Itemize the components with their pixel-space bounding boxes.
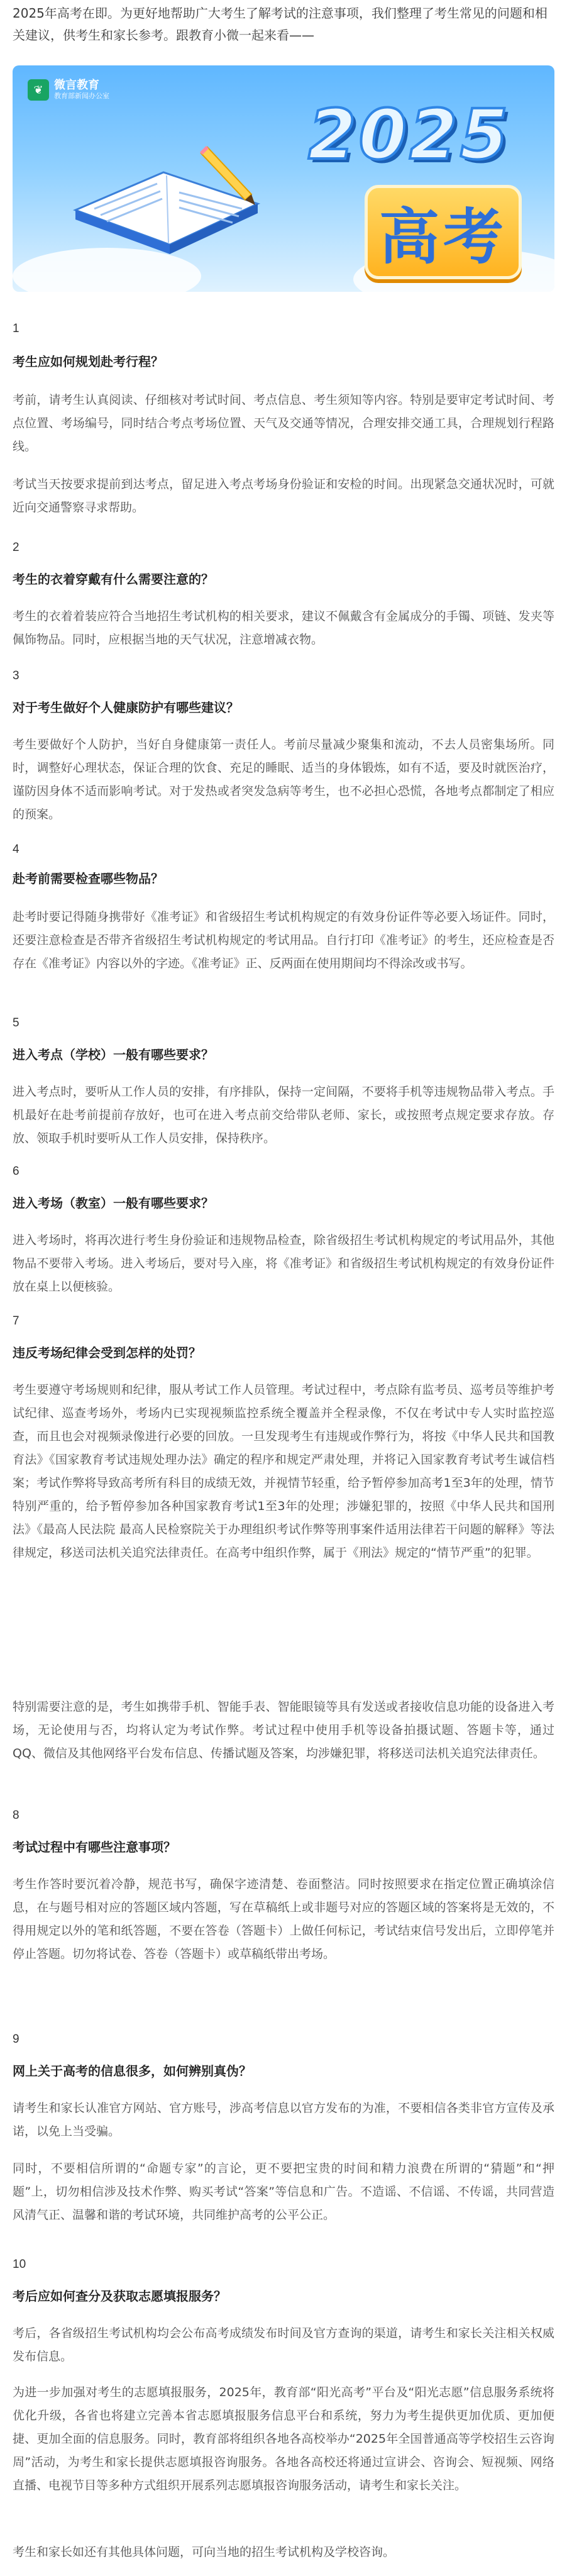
section-number: 10 [13, 2258, 26, 2271]
header-banner [13, 65, 554, 292]
section-question: 进入考点（学校）一般有哪些要求？ [13, 1047, 214, 1062]
section-number: 8 [13, 1809, 19, 1822]
leaf-icon: ❦ [28, 79, 49, 101]
banner-year: 2025 [308, 94, 511, 175]
section-question: 赴考前需要检查哪些物品？ [13, 871, 163, 886]
section-question: 进入考场（教室）一般有哪些要求？ [13, 1196, 214, 1211]
book-illustration-icon [63, 135, 270, 254]
section-question: 考试过程中有哪些注意事项？ [13, 1840, 176, 1855]
section-question: 考后应如何查分及获取志愿填报服务？ [13, 2289, 226, 2304]
section-paragraph: 赴考时要记得随身携带好《准考证》和省级招生考试机构规定的有效身份证件等必要入场证件。同时，还要注意检查是否带齐省级招生考试机构规定的考试用品。自行打印《准考证》的考生，还应检查是否存在《准考证》内容以外的字迹。《准考证》正、反两面在使用期间均不得涂改或书写。 [13, 910, 554, 970]
section-question: 网上关于高考的信息很多，如何辨别真伪？ [13, 2063, 251, 2079]
section-paragraph: 考生和家长如还有其他具体问题，可向当地的招生考试机构及学校咨询。 [13, 2545, 395, 2559]
section-question: 对于考生做好个人健康防护有哪些建议？ [13, 700, 239, 715]
section-question: 违反考场纪律会受到怎样的处罚？ [13, 1345, 201, 1360]
section-number: 4 [13, 843, 19, 856]
section-paragraph: 同时，不要相信所谓的“命题专家”的言论，更不要把宝贵的时间和精力浪费在所谓的“猜题”和“押题”上，切勿相信涉及技术作弊、购买考试“答案”等信息和广告。不造谣、不信谣、不传谣，共同营造风清气正、温馨和谐的考试环境，共同维护高考的公平公正。 [13, 2162, 554, 2222]
section-paragraph: 请考生和家长认准官方网站、官方账号，涉高考信息以官方发布的为准，不要相信各类非官方宣传及承诺，以免上当受骗。 [13, 2101, 554, 2138]
intro-paragraph: 2025年高考在即。为更好地帮助广大考生了解考试的注意事项，我们整理了考生常见的问题和相关建议，供考生和家长参考。跟教育小微一起来看—— [13, 6, 548, 43]
brand-name: 微言教育 [54, 79, 99, 92]
section-number: 9 [13, 2033, 19, 2046]
section-number: 5 [13, 1016, 19, 1030]
section-question: 考生应如何规划赴考行程？ [13, 354, 163, 369]
brand-subtitle: 教育部新闻办公室 [54, 92, 109, 100]
section-number: 7 [13, 1314, 19, 1328]
section-paragraph: 考生作答时要沉着冷静，规范书写，确保字迹清楚、卷面整洁。同时按照要求在指定位置正确填涂信息，在与题号相对应的答题区域内答题，写在草稿纸上或非题号对应的答题区域的答案将是无效的，不得用规定以外的笔和纸答题，不要在答卷（答题卡）上做任何标记，考试结束信号发出后，立即停笔并停止答题。切勿将试卷、答卷（答题卡）或草稿纸带出考场。 [13, 1877, 554, 1961]
section-paragraph: 进入考点时，要听从工作人员的安排，有序排队，保持一定间隔，不要将手机等违规物品带入考点。手机最好在赴考前提前存放好，也可在进入考点前交给带队老师、家长，或按照考点规定要求存放。存放、领取手机时要听从工作人员安排，保持秩序。 [13, 1085, 554, 1145]
section-number: 1 [13, 322, 19, 335]
section-paragraph: 考生要做好个人防护，当好自身健康第一责任人。考前尽量减少聚集和流动，不去人员密集场所。同时，调整好心理状态，保证合理的饮食、充足的睡眠、适当的身体锻炼，如有不适，要及时就医治疗，谨防因身体不适而影响考试。对于发热或者突发急病等考生，也不必担心恐慌，各地考点都制定了相应的预案。 [13, 738, 554, 821]
banner-title: 高考 [379, 201, 507, 272]
section-paragraph: 考生的衣着着装应符合当地招生考试机构的相关要求，建议不佩戴含有金属成分的手镯、项链、发夹等佩饰物品。同时，应根据当地的天气状况，注意增减衣物。 [13, 609, 554, 647]
section-paragraph: 特别需要注意的是，考生如携带手机、智能手表、智能眼镜等具有发送或者接收信息功能的设备进入考场，无论使用与否，均将认定为考试作弊。考试过程中使用手机等设备拍摄试题、答题卡等，通过QQ、微信及其他网络平台发布信息、传播试题及答案，均涉嫌犯罪，将移送司法机关追究法律责任。 [13, 1700, 554, 1760]
section-paragraph: 考生要遵守考场规则和纪律，服从考试工作人员管理。考试过程中，考点除有监考员、巡考员等维护考试纪律、巡查考场外，考场内已实现视频监控系统全覆盖并全程录像，不仅在考试中专人实时监控巡查，而且也会对视频录像进行必要的回放。一旦发现考生有违规或作弊行为，将按《中华人民共和国教育法》《国家教育考试违规处理办法》确定的程序和规定严肃处理，并将记入国家教育考试考生诚信档案；考试作弊将导致高考所有科目的成绩无效，并视情节轻重，给予暂停参加高考1至3年的处理，情节特别严重的，给予暂停参加各种国家教育考试1至3年的处理；涉嫌犯罪的，按照《中华人民共和国刑法》《最高人民法院 最高人民检察院关于办理组织考试作弊等刑事案件适用法律若干问题的解释》等法律规定，移送司法机关追究法律责任。在高考中组织作弊，属于《刑法》规定的“情节严重”的犯罪。 [13, 1383, 554, 1560]
section-paragraph: 进入考场时，将再次进行考生身份验证和违规物品检查，除省级招生考试机构规定的考试用品外，其他物品不要带入考场。进入考场后，要对号入座，将《准考证》和省级招生考试机构规定的有效身份证件放在桌上以便核验。 [13, 1233, 554, 1294]
section-question: 考生的衣着穿戴有什么需要注意的？ [13, 572, 214, 587]
section-paragraph: 考前，请考生认真阅读、仔细核对考试时间、考点信息、考生须知等内容。特别是要审定考试时间、考点位置、考场编号，同时结合考点考场位置、天气及交通等情况，合理安排交通工具，合理规划行程路线。 [13, 393, 554, 453]
section-paragraph: 为进一步加强对考生的志愿填报服务，2025年，教育部“阳光高考”平台及“阳光志愿”信息服务系统将优化升级，各省也将建立完善本省志愿填报服务信息平台和系统，努力为考生提供更加优质、更加便捷、更加全面的信息服务。同时，教育部将组织各地各高校举办“2025年全国普通高等学校招生云咨询周”活动，为考生和家长提供志愿填报咨询服务。各地各高校还将通过宣讲会、咨询会、短视频、网络直播、电视节目等多种方式组织开展系列志愿填报咨询服务活动，请考生和家长关注。 [13, 2385, 554, 2492]
section-paragraph: 考后，各省级招生考试机构均会公布高考成绩发布时间及官方查询的渠道，请考生和家长关注相关权威发布信息。 [13, 2326, 554, 2363]
brand-logo [28, 79, 109, 101]
section-number: 3 [13, 669, 19, 682]
section-paragraph: 考试当天按要求提前到达考点，留足进入考点考场身份验证和安检的时间。出现紧急交通状况时，可就近向交通警察寻求帮助。 [13, 477, 554, 514]
section-number: 2 [13, 541, 19, 554]
section-number: 6 [13, 1165, 19, 1178]
cloud-decoration [13, 248, 201, 292]
banner-title-box [365, 185, 522, 279]
